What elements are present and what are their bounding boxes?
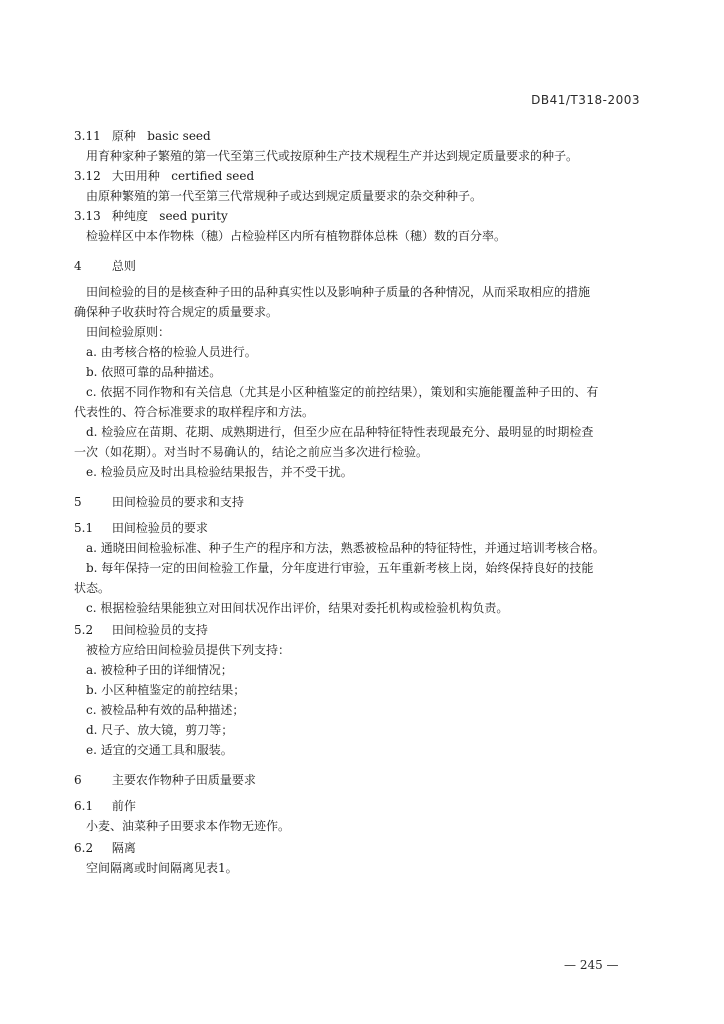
support-item-b: b. 小区种植鉴定的前控结果；	[86, 683, 246, 697]
page-number: — 245 —	[564, 958, 619, 972]
principle-item-d: d. 检验应在苗期、花期、成熟期进行，但至少应在品种特征特性表现最充分、最明显的时期检查	[86, 425, 594, 439]
section-4-paragraph-line: 确保种子收获时符合规定的质量要求。	[74, 305, 279, 319]
support-item-c: c. 被检品种有效的品种描述；	[86, 703, 245, 717]
principle-item-e: e. 检验员应及时出具检验结果报告，并不受干扰。	[86, 465, 353, 479]
subsection-number: 6.1	[74, 799, 94, 813]
principle-item-c: c. 依据不同作物和有关信息（尤其是小区种植鉴定的前控结果），策划和实施能覆盖种子田的、有	[86, 385, 599, 399]
term-name: 原种	[111, 129, 136, 143]
section-number: 5	[74, 495, 82, 509]
requirement-item-b-cont: 状态。	[74, 581, 111, 595]
subsection-title: 田间检验员的支持	[111, 623, 208, 637]
support-item-a: a. 被检种子田的详细情况；	[86, 663, 233, 677]
term-english: seed purity	[159, 209, 228, 223]
section-4-paragraph-line: 田间检验的目的是核查种子田的品种真实性以及影响种子质量的各种情况，从而采取相应的措施	[86, 285, 591, 299]
subsection-number: 5.2	[74, 623, 94, 637]
term-name: 大田用种	[111, 169, 160, 183]
term-number: 3.13	[74, 209, 101, 223]
requirement-item-a: a. 通晓田间检验标准、种子生产的程序和方法，熟悉被检品种的特征特性，并通过培训考核合格。	[86, 541, 605, 555]
requirement-item-b: b. 每年保持一定的田间检验工作量，分年度进行审验，五年重新考核上岗，始终保持良好的技能	[86, 561, 594, 575]
term-3-11-heading	[74, 126, 644, 146]
section-4-heading	[74, 256, 644, 276]
section-number: 6	[74, 773, 82, 787]
term-english: certified seed	[171, 169, 255, 183]
section-title: 主要农作物种子田质量要求	[111, 773, 256, 787]
document-body	[74, 126, 644, 878]
subsection-number: 6.2	[74, 841, 94, 855]
subsection-6-1-heading	[74, 796, 644, 816]
principles-label: 田间检验原则：	[86, 325, 171, 339]
principle-item-b: b. 依照可靠的品种描述。	[86, 365, 222, 379]
section-number: 4	[74, 259, 82, 273]
subsection-6-2-heading	[74, 838, 644, 858]
term-3-13-heading	[74, 206, 644, 226]
section-5-heading	[74, 492, 644, 512]
subsection-title: 隔离	[111, 841, 136, 855]
term-3-11-definition: 用育种家种子繁殖的第一代至第三代或按原种生产技术规程生产并达到规定质量要求的种子。	[86, 149, 579, 163]
requirement-item-c: c. 根据检验结果能独立对田间状况作出评价，结果对委托机构或检验机构负责。	[86, 601, 509, 615]
term-3-12-heading	[74, 166, 644, 186]
section-title: 田间检验员的要求和支持	[111, 495, 244, 509]
support-intro: 被检方应给田间检验员提供下列支持：	[86, 643, 291, 657]
subsection-number: 5.1	[74, 521, 94, 535]
section-6-heading	[74, 770, 644, 790]
support-item-d: d. 尺子、放大镜，剪刀等；	[86, 723, 234, 737]
principle-item-c-cont: 代表性的、符合标准要求的取样程序和方法。	[74, 405, 315, 419]
subsection-title: 田间检验员的要求	[111, 521, 208, 535]
term-3-12-definition: 由原种繁殖的第一代至第三代常规种子或达到规定质量要求的杂交种种子。	[86, 189, 483, 203]
subsection-6-2-text: 空间隔离或时间隔离见表1。	[86, 861, 238, 875]
term-number: 3.11	[74, 129, 101, 143]
principle-item-a: a. 由考核合格的检验人员进行。	[86, 345, 257, 359]
subsection-6-1-text: 小麦、油菜种子田要求本作物无迹作。	[86, 819, 291, 833]
support-item-e: e. 适宜的交通工具和服装。	[86, 743, 233, 757]
term-english: basic seed	[147, 129, 211, 143]
subsection-title: 前作	[111, 799, 136, 813]
principle-item-d-cont: 一次（如花期）。对当时不易确认的，结论之前应当多次进行检验。	[74, 445, 429, 459]
doc-code-header: DB41/T318-2003	[531, 93, 640, 107]
subsection-5-1-heading	[74, 518, 644, 538]
subsection-5-2-heading	[74, 620, 644, 640]
term-3-13-definition: 检验样区中本作物株（穗）占检验样区内所有植物群体总株（穗）数的百分率。	[86, 229, 507, 243]
term-name: 种纯度	[111, 209, 148, 223]
section-title: 总则	[111, 259, 136, 273]
term-number: 3.12	[74, 169, 101, 183]
